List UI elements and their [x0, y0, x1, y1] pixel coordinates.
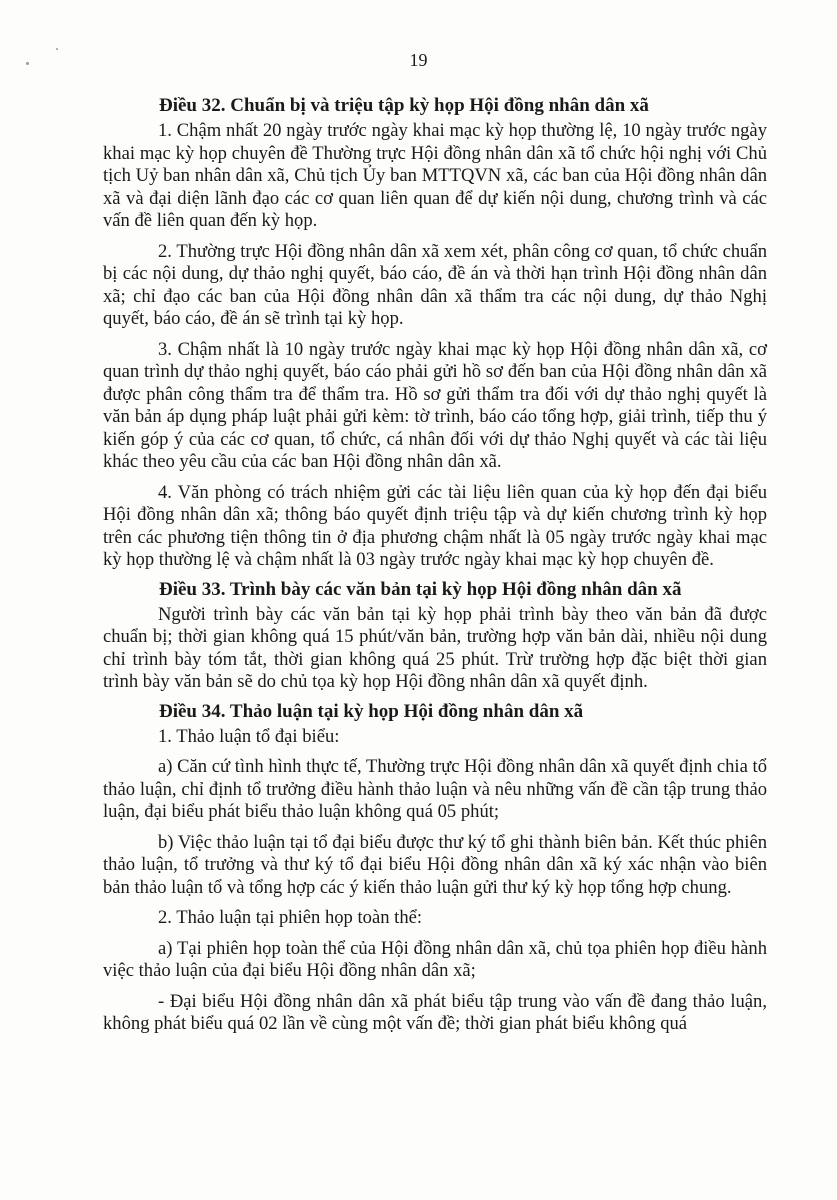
article-34-title: Điều 34. Thảo luận tại kỳ họp Hội đồng nhân dân xã [159, 700, 584, 722]
article-34-paragraph-1a: a) Căn cứ tình hình thực tế, Thường trực Hội đồng nhân dân xã quyết định chia tổ thảo luận, chỉ định tổ trưởng điều hành thảo luận và nêu những vấn đề cần tập trung thảo luận, đại biểu phát biểu thảo luận không quá 05 phút; [103, 756, 767, 822]
article-34-paragraph-1b: b) Việc thảo luận tại tổ đại biểu được thư ký tổ ghi thành biên bản. Kết thúc phiên thảo luận, tổ trưởng và thư ký tổ đại biểu Hội đồng nhân dân xã ký xác nhận vào biên bản thảo luận tổ và tổng hợp các ý kiến thảo luận gửi thư ký kỳ họp tổng hợp chung. [103, 831, 767, 898]
article-32-title: Điều 32. Chuẩn bị và triệu tập kỳ họp Hội đồng nhân dân xã [159, 95, 649, 116]
page-number: 19 [409, 50, 428, 70]
article-33-title: Điều 33. Trình bày các văn bản tại kỳ họp Hội đồng nhân dân xã [159, 578, 682, 600]
article-33-paragraph-1: Người trình bày các văn bản tại kỳ họp phải trình bày theo văn bản đã được chuẩn bị; thời gian không quá 15 phút/văn bản, trường hợp văn bản dài, nhiều nội dung chỉ trình bày tóm tắt, thời gian không quá 25 phút. Trừ trường hợp đặc biệt thời gian trình bày văn bản sẽ do chủ tọa kỳ họp Hội đồng nhân dân xã quyết định. [103, 603, 767, 692]
article-32-paragraph-3: 3. Chậm nhất là 10 ngày trước ngày khai mạc kỳ họp Hội đồng nhân dân xã, cơ quan trình dự thảo nghị quyết, báo cáo phải gửi hồ sơ đến ban của Hội đồng nhân dân xã được phân công thẩm tra để thẩm tra. Hồ sơ gửi thẩm tra đối với dự thảo nghị quyết là văn bản áp dụng pháp luật phải gửi kèm: tờ trình, báo cáo tổng hợp, giải trình, tiếp thu ý kiến góp ý của các cơ quan, tổ chức, cá nhân đối với dự thảo Nghị quyết và các tài liệu khác theo yêu cầu của các ban Hội đồng nhân dân xã. [103, 338, 767, 472]
article-32-paragraph-2: 2. Thường trực Hội đồng nhân dân xã xem xét, phân công cơ quan, tổ chức chuẩn bị các nội dung, dự thảo nghị quyết, báo cáo, đề án và thời hạn trình Hội đồng nhân dân xã; chỉ đạo các ban của Hội đồng nhân dân xã thẩm tra các nội dung, dự thảo Nghị quyết, báo cáo, đề án sẽ trình tại kỳ họp. [103, 240, 767, 329]
article-32-paragraph-4: 4. Văn phòng có trách nhiệm gửi các tài liệu liên quan của kỳ họp đến đại biểu Hội đồng nhân dân xã; thông báo quyết định triệu tập và dự kiến chương trình kỳ họp trên các phương tiện thông tin ở địa phương chậm nhất là 05 ngày trước ngày khai mạc kỳ họp thường lệ và chậm nhất là 03 ngày trước ngày khai mạc kỳ họp chuyên đề. [103, 481, 767, 570]
article-34-paragraph-2a: a) Tại phiên họp toàn thể của Hội đồng nhân dân xã, chủ tọa phiên họp điều hành việc thảo luận của đại biểu Hội đồng nhân dân xã; [103, 937, 767, 981]
article-34-paragraph-2: 2. Thảo luận tại phiên họp toàn thể: [158, 907, 423, 928]
article-32-paragraph-1: 1. Chậm nhất 20 ngày trước ngày khai mạc kỳ họp thường lệ, 10 ngày trước ngày khai mạc kỳ họp chuyên đề Thường trực Hội đồng nhân dân xã tổ chức hội nghị với Chủ tịch Uỷ ban nhân dân xã, Chủ tịch Ủy ban MTTQVN xã, các ban của Hội đồng nhân dân xã và đại diện lãnh đạo các cơ quan liên quan để dự kiến nội dung, chương trình và các vấn đề liên quan đến kỳ họp. [103, 120, 767, 231]
document-body [103, 92, 767, 1044]
article-34-paragraph-2a-dash: - Đại biểu Hội đồng nhân dân xã phát biểu tập trung vào vấn đề đang thảo luận, không phát biểu quá 02 lần về cùng một vấn đề; thời gian phát biểu không quá [103, 990, 767, 1034]
article-34-paragraph-1: 1. Thảo luận tổ đại biểu: [158, 725, 340, 747]
